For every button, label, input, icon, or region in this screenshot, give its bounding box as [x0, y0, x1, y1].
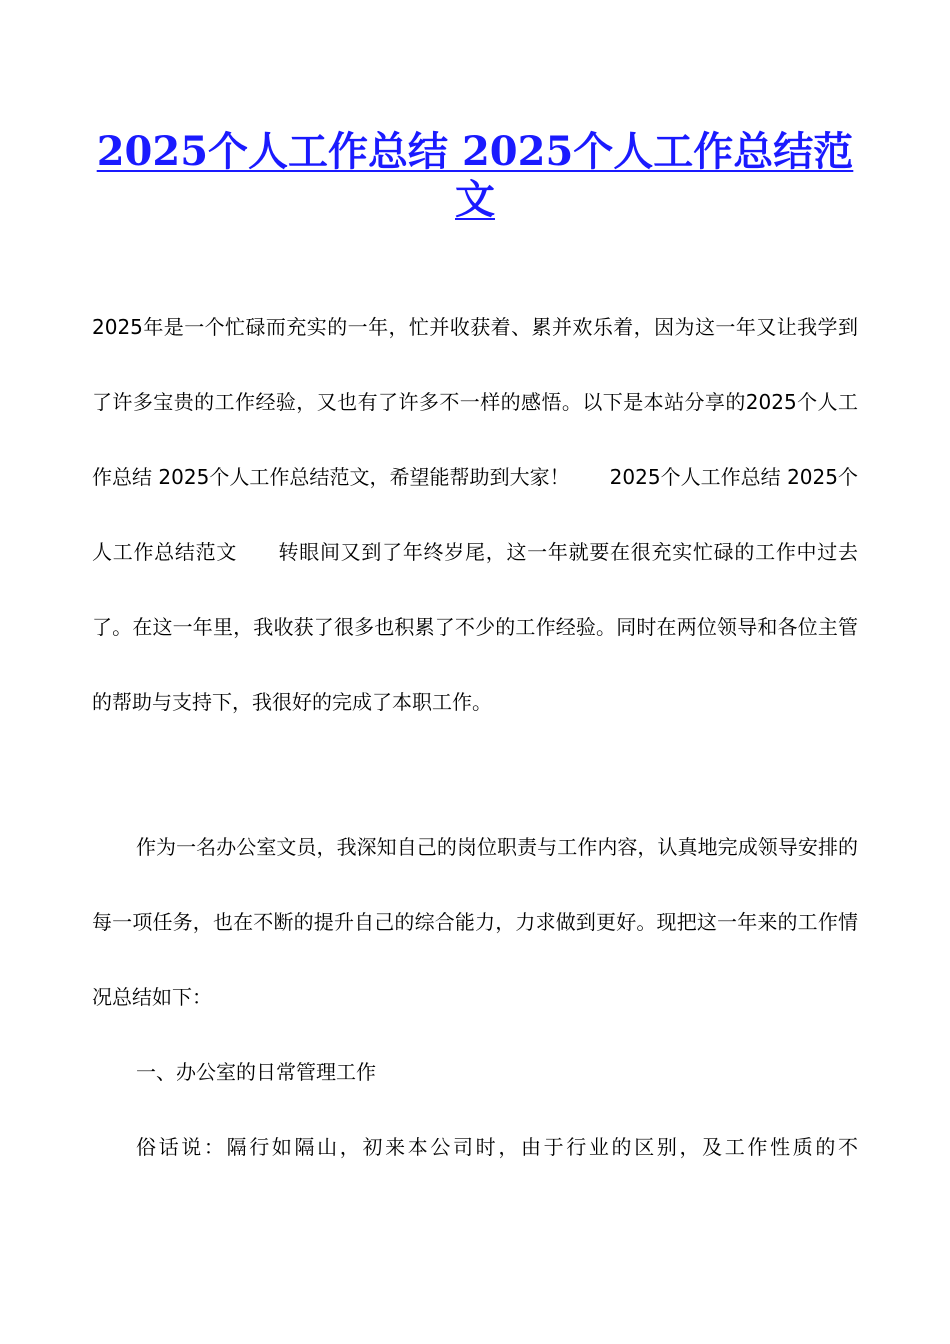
section-paragraph-partial: 俗话说：隔行如隔山，初来本公司时，由于行业的区别，及工作性质的不 [136, 1135, 858, 1159]
section-heading-daily-management: 一、办公室的日常管理工作 [136, 1060, 376, 1084]
intro-paragraph: 2025年是一个忙碌而充实的一年，忙并收获着、累并欢乐着，因为这一年又让我学到了许多宝贵的工作经验，又也有了许多不一样的感悟。以下是本站分享的2025个人工作总结 2025个人工作总结范文，希望能帮助到大家！ 2025个人工作总结 2025个人工作总结范文 转眼间又到了年终岁尾，这一年就要在很充实忙碌的工作中过去了。在这一年里，我收获了很多也积累了不少的工作经验。同时在两位领导和各位主管的帮助与支持下，我很好的完成了本职工作。 [92, 315, 858, 714]
document-title-link[interactable]: 2025个人工作总结 2025个人工作总结范文 [96, 128, 854, 223]
role-paragraph: 作为一名办公室文员，我深知自己的岗位职责与工作内容，认真地完成领导安排的每一项任务，也在不断的提升自己的综合能力，力求做到更好。现把这一年来的工作情况总结如下： [92, 835, 858, 1009]
